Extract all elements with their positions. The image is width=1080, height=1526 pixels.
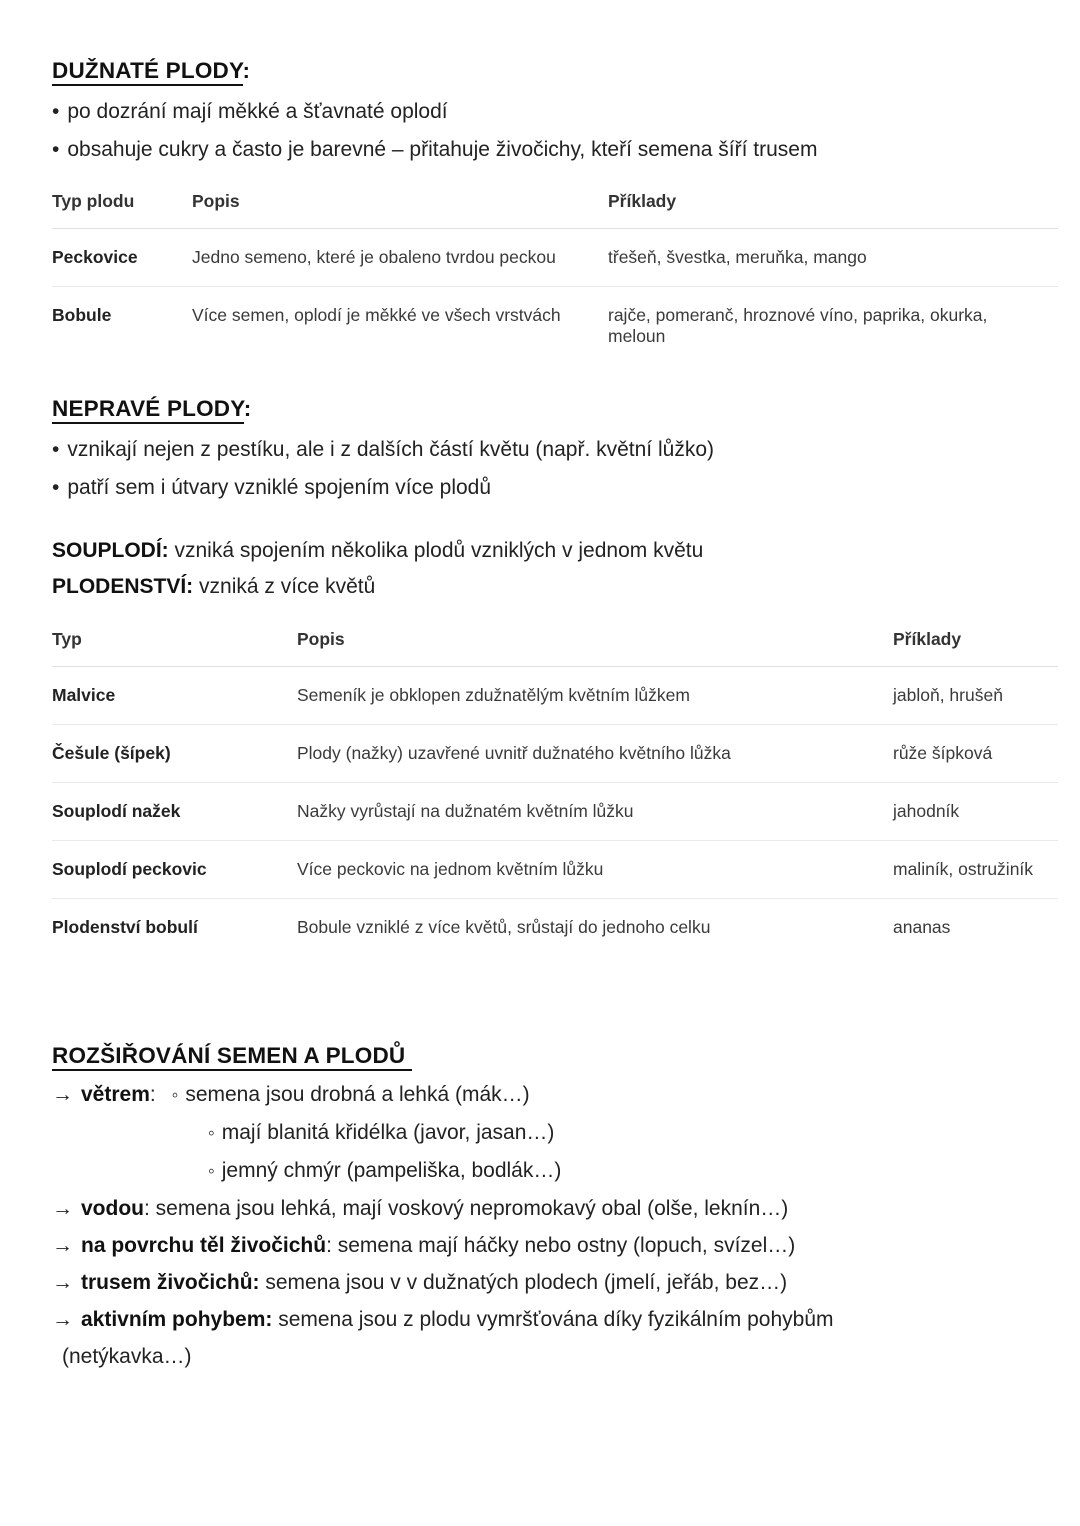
dispersal-sub-item-text: semena jsou drobná a lehká (mák…)	[185, 1083, 530, 1106]
list-item-text: patří sem i útvary vzniklé spojením více plodů	[67, 476, 492, 499]
column-header: Typ	[52, 619, 297, 667]
column-header: Popis	[192, 181, 608, 229]
list-item	[52, 431, 1028, 469]
table-cell-description: Plody (nažky) uzavřené uvnitř dužnatého květního lůžka	[297, 725, 893, 783]
dispersal-label: větrem	[81, 1083, 150, 1106]
arrow-icon: →	[52, 1197, 73, 1220]
definition-plodenstvi	[52, 569, 1028, 605]
dispersal-item-animal-droppings	[52, 1264, 1028, 1301]
table-cell-type: Bobule	[52, 305, 112, 325]
definition-term: SOUPLODÍ:	[52, 539, 169, 562]
arrow-icon: →	[52, 1271, 73, 1294]
definition-souplodi	[52, 533, 1028, 569]
heading-seed-dispersal-text: ROZŠIŘOVÁNÍ SEMEN A PLODŮ	[52, 1043, 412, 1071]
dispersal-sub-item-text: mají blanitá křidélka (javor, jasan…)	[221, 1121, 555, 1144]
table-cell-description: Semeník je obklopen zdužnatělým květním lůžkem	[297, 667, 893, 725]
definition-text: vzniká spojením několika plodů vzniklých v jednom květu	[168, 539, 704, 562]
table-cell-type: Plodenství bobulí	[52, 917, 198, 937]
table-cell-type: Malvice	[52, 667, 297, 725]
table-row	[52, 899, 1058, 957]
dispersal-sub-item	[208, 1114, 1028, 1152]
definition-term: PLODENSTVÍ:	[52, 575, 194, 598]
dispersal-label: aktivním pohybem:	[81, 1308, 273, 1331]
table-cell-description: Bobule vzniklé z více květů, srůstají do jednoho celku	[297, 917, 711, 937]
circle-bullet-icon: ◦	[171, 1085, 179, 1106]
circle-bullet-icon: ◦	[208, 1161, 215, 1182]
table-row	[52, 841, 1058, 899]
dispersal-item-water	[52, 1190, 1028, 1227]
table-cell-examples: rajče, pomeranč, hroznové víno, paprika, okurka, meloun	[608, 305, 988, 346]
table-cell-description: Více peckovic na jednom květním lůžku	[297, 841, 893, 899]
dispersal-item-text: semena jsou v v dužnatých plodech (jmelí, jeřáb, bez…)	[259, 1271, 788, 1294]
list-item-text: obsahuje cukry a často je barevné – přitahuje živočichy, kteří semena šíří trusem	[67, 138, 818, 161]
table-cell-examples: jabloň, hrušeň	[893, 667, 1058, 725]
bullet-icon: •	[52, 438, 60, 461]
false-fruits-bullet-list	[52, 431, 1028, 507]
heading-false-fruits	[52, 395, 1028, 423]
column-header: Popis	[297, 619, 893, 667]
table-cell-type: Češule (šípek)	[52, 725, 297, 783]
list-item	[52, 93, 1028, 131]
heading-false-fruits-text: NEPRAVÉ PLODY	[52, 396, 244, 424]
table-header-row	[52, 181, 1058, 229]
list-item-text: po dozrání mají měkké a šťavnaté oplodí	[67, 100, 448, 123]
column-header: Příklady	[608, 181, 1058, 229]
arrow-icon: →	[52, 1083, 73, 1106]
dispersal-item-active-motion	[52, 1301, 1028, 1338]
dispersal-item-text: semena jsou z plodu vymršťována díky fyzikálním pohybům	[272, 1308, 834, 1331]
table-cell-examples: maliník, ostružiník	[893, 841, 1058, 899]
heading-fleshy-fruits-colon: :	[242, 58, 251, 83]
table-cell-type: Souplodí nažek	[52, 783, 297, 841]
list-item	[52, 131, 1028, 169]
definition-text: vzniká z více květů	[193, 575, 376, 598]
list-item	[52, 469, 1028, 507]
bullet-icon: •	[52, 100, 60, 123]
dispersal-item-text: : semena mají háčky nebo ostny (lopuch, svízel…)	[326, 1234, 796, 1257]
table-cell-type: Souplodí peckovic	[52, 841, 297, 899]
table-cell-examples: jahodník	[893, 783, 1058, 841]
table-cell-description: Více semen, oplodí je měkké ve všech vrstvách	[192, 305, 561, 325]
table-row	[52, 725, 1058, 783]
list-item-text: vznikají nejen z pestíku, ale i z dalších částí květu (např. květní lůžko)	[67, 438, 714, 461]
fleshy-fruit-types-table	[52, 181, 1058, 365]
circle-bullet-icon: ◦	[208, 1123, 215, 1144]
fleshy-bullet-list	[52, 93, 1028, 169]
dispersal-list	[52, 1076, 1028, 1375]
definitions-block	[52, 533, 1028, 605]
table-cell-type: Peckovice	[52, 229, 192, 287]
table-row	[52, 783, 1058, 841]
table-cell-description: Jedno semeno, které je obaleno tvrdou peckou	[192, 229, 608, 287]
table-cell-examples: ananas	[893, 917, 951, 937]
table-row	[52, 229, 1058, 287]
dispersal-item-wind	[52, 1076, 1028, 1114]
table-row	[52, 287, 1058, 366]
false-fruit-types-table	[52, 619, 1058, 956]
dispersal-sub-item	[172, 1083, 530, 1106]
dispersal-sub-item-text: jemný chmýr (pampeliška, bodlák…)	[221, 1159, 562, 1182]
table-cell-examples: růže šípková	[893, 725, 1058, 783]
table-cell-examples: třešeň, švestka, meruňka, mango	[608, 229, 1058, 287]
dispersal-item-continuation: (netýkavka…)	[62, 1345, 192, 1368]
heading-fleshy-fruits-text: DUŽNATÉ PLODY	[52, 58, 243, 86]
dispersal-label: trusem živočichů:	[81, 1271, 260, 1294]
dispersal-label: na povrchu těl živočichů	[81, 1234, 327, 1257]
heading-false-fruits-colon: :	[243, 396, 252, 421]
column-header: Příklady	[893, 619, 1058, 667]
dispersal-item-animal-surface	[52, 1227, 1028, 1264]
dispersal-sub-item	[208, 1152, 1028, 1190]
bullet-icon: •	[52, 138, 60, 161]
dispersal-label: vodou	[81, 1197, 144, 1220]
dispersal-item-text: : semena jsou lehká, mají voskový nepromokavý obal (olše, leknín…)	[144, 1197, 789, 1220]
column-header: Typ plodu	[52, 181, 192, 229]
bullet-icon: •	[52, 476, 60, 499]
table-row	[52, 667, 1058, 725]
arrow-icon: →	[52, 1234, 73, 1257]
heading-fleshy-fruits	[52, 57, 1028, 85]
table-cell-description: Nažky vyrůstají na dužnatém květním lůžku	[297, 783, 893, 841]
dispersal-colon: :	[149, 1083, 162, 1106]
arrow-icon: →	[52, 1308, 73, 1331]
heading-seed-dispersal	[52, 1042, 1028, 1070]
table-header-row	[52, 619, 1058, 667]
